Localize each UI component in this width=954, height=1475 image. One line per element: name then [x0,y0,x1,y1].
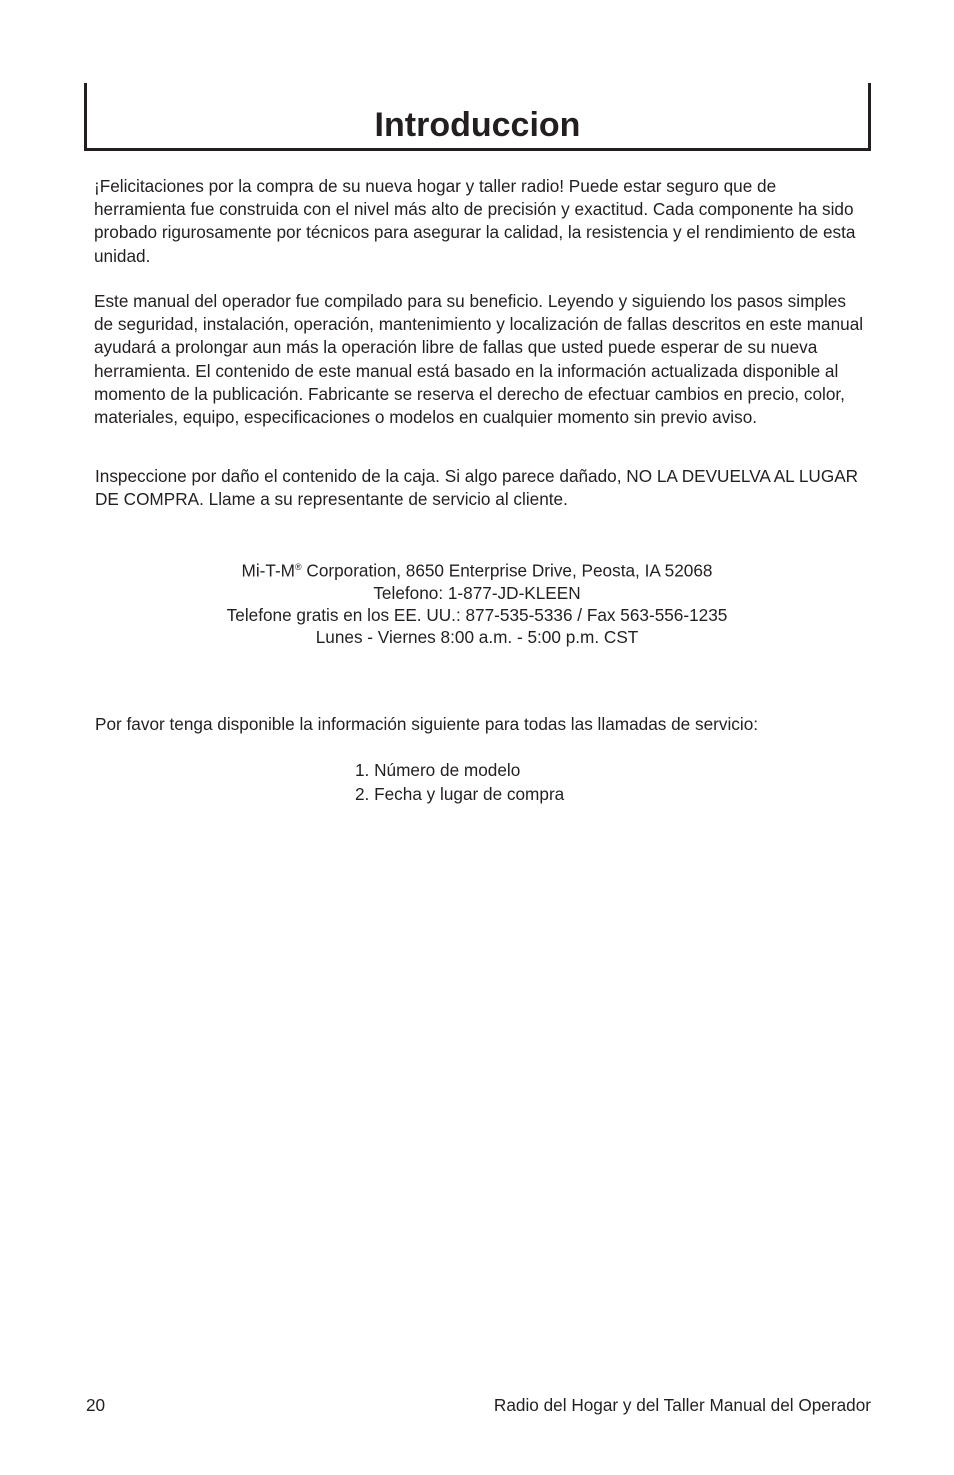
contact-address [0,556,954,582]
service-list [355,759,564,806]
contact-phone: Telefono: 1-877-JD-KLEEN [373,582,581,603]
list-item: 1. Número de modelo [355,760,521,780]
title-frame [84,83,871,151]
manual-paragraph: Este manual del operador fue compilado para su beneficio. Leyendo y siguiendo los pasos simples de seguridad, instalación, operación, mantenimiento y localización de fallas descritos en este manual ayudará a prolongar aun más la operación libre de fallas que usted puede esperar de su nueva herramienta. El contenido de este manual está basado en la información actualizada disponible al momento de la publicación. Fabricante se reserva el derecho de efectuar cambios en precio, color, materiales, equipo, especificaciones o modelos en cualquier momento sin previo aviso. [94,291,864,428]
page-number: 20 [86,1395,106,1415]
contact-block [0,556,954,648]
contact-tollfree: Telefone gratis en los EE. UU.: 877-535-5336 / Fax 563-556-1235 [226,604,728,625]
inspection-paragraph: Inspeccione por daño el contenido de la caja. Si algo parece dañado, NO LA DEVUELVA AL LUGAR DE COMPRA. Llame a su representante de servicio al cliente. [95,466,859,510]
registered-mark: ® [294,562,302,572]
page-title: Introduccion [374,106,581,144]
contact-hours: Lunes - Viernes 8:00 a.m. - 5:00 p.m. CST [315,626,639,647]
service-intro: Por favor tenga disponible la información siguiente para todas las llamadas de servicio: [95,714,759,734]
intro-paragraph: ¡Felicitaciones por la compra de su nueva hogar y taller radio! Puede estar seguro que de herramienta fue construida con el nivel más alto de precisión y exactitud. Cada componente ha sido probado rigurosamente por técnicos para asegurar la calidad, la resistencia y el rendimiento de esta unidad. [94,176,856,266]
company-address: Corporation, 8650 Enterprise Drive, Peosta, IA 52068 [301,560,713,581]
list-item: 2. Fecha y lugar de compra [355,783,565,804]
footer-manual-title: Radio del Hogar y del Taller Manual del Operador [493,1395,871,1415]
company-name: Mi-T-M [241,560,295,581]
